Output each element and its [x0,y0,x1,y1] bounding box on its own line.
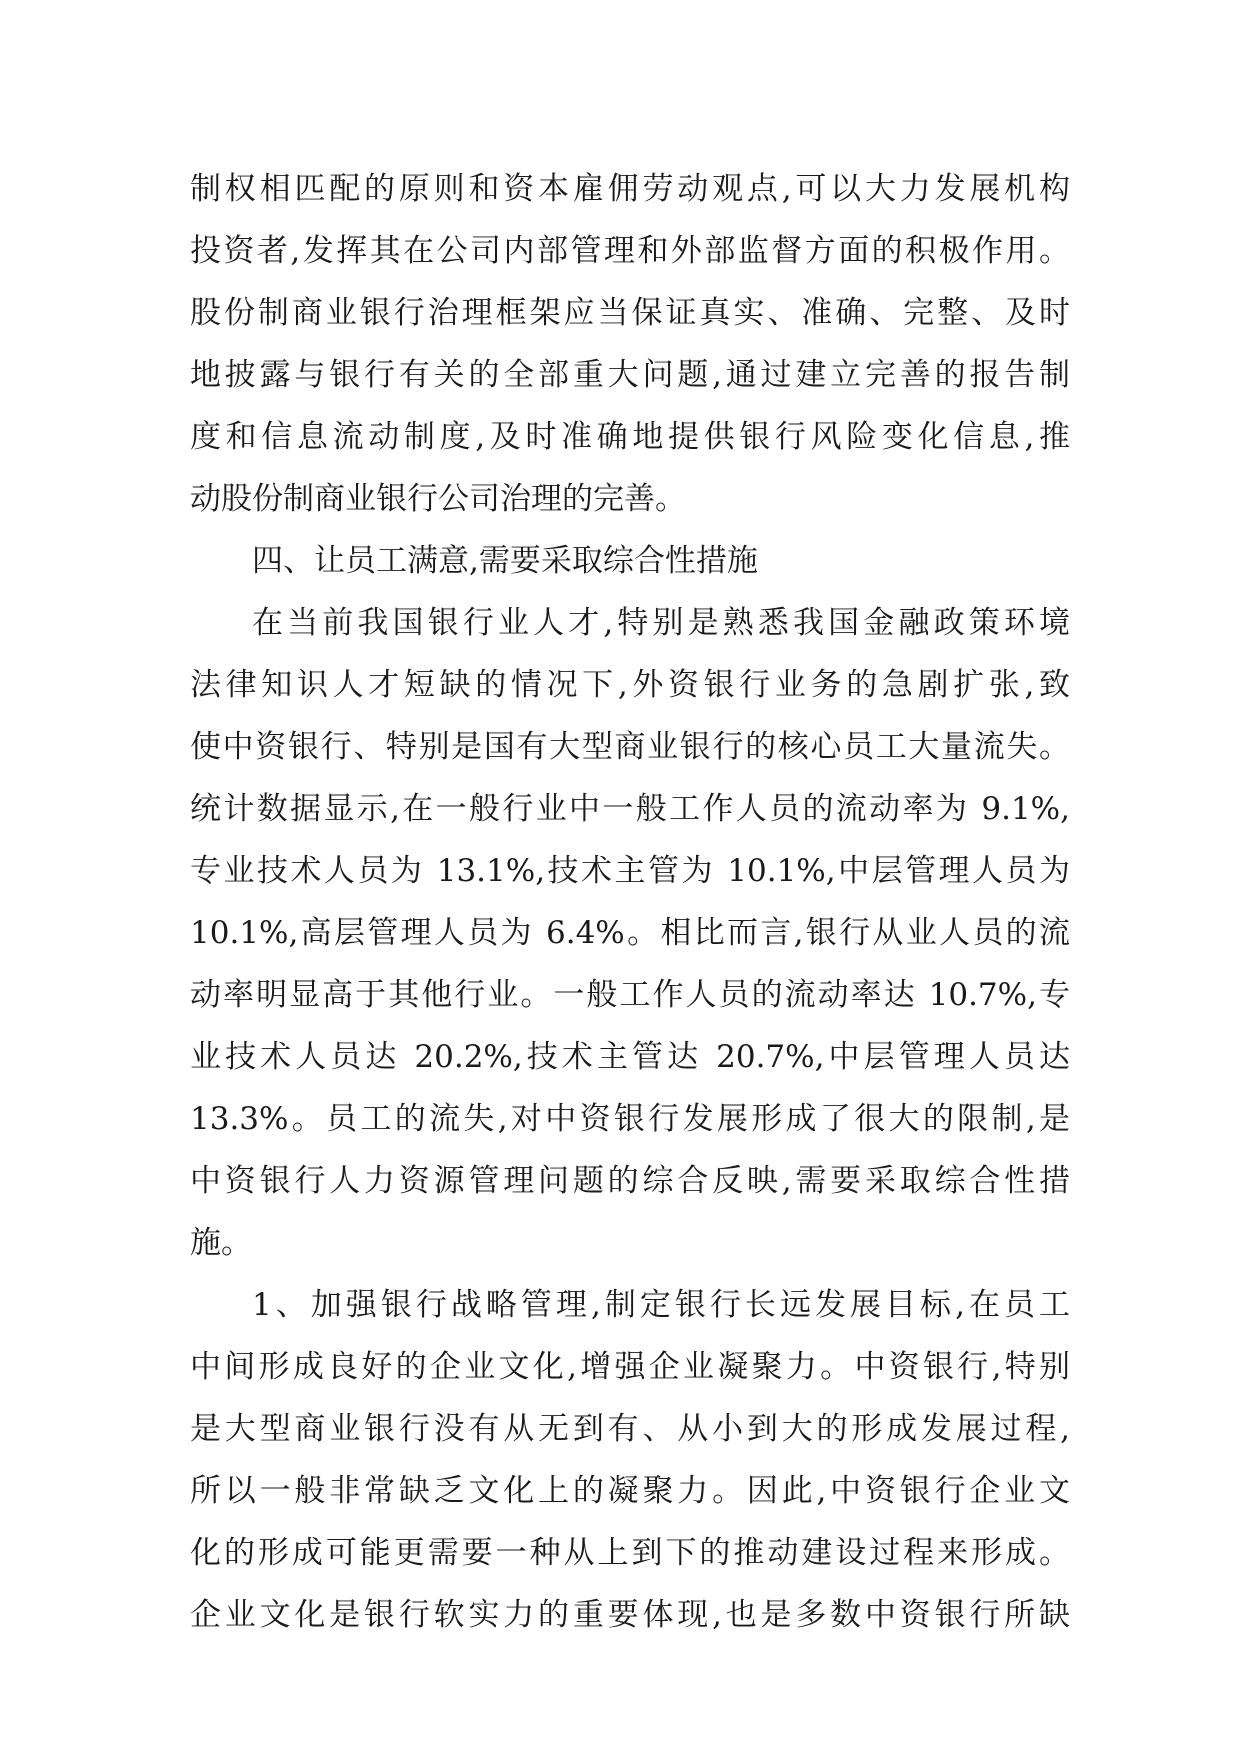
text-line: 1、加强银行战略管理,制定银行长远发展目标,在员工 [252,1287,1070,1323]
paragraph-staff-turnover [190,592,1070,1274]
text-line: 13.3%。员工的流失,对中资银行发展形成了很大的限制,是 [190,1101,1070,1137]
text-line: 统计数据显示,在一般行业中一般工作人员的流动率为 9.1%, [190,791,1070,827]
text-line: 是大型商业银行没有从无到有、从小到大的形成发展过程, [190,1411,1070,1447]
paragraph-governance [190,158,1070,530]
text-line: 法律知识人才短缺的情况下,外资银行业务的急剧扩张,致 [190,667,1070,703]
text-line: 动股份制商业银行公司治理的完善。 [190,481,686,517]
text-line: 10.1%,高层管理人员为 6.4%。相比而言,银行从业人员的流 [190,915,1070,951]
text-line: 中资银行人力资源管理问题的综合反映,需要采取综合性措 [190,1163,1070,1199]
text-line: 地披露与银行有关的全部重大问题,通过建立完善的报告制 [190,357,1070,393]
section-heading [190,530,1070,592]
paragraph-strategy-culture [190,1274,1070,1646]
text-line: 业技术人员达 20.2%,技术主管达 20.7%,中层管理人员达 [190,1039,1070,1075]
text-line: 施。 [190,1225,252,1261]
text-line: 中间形成良好的企业文化,增强企业凝聚力。中资银行,特别 [190,1349,1070,1385]
section-heading-text: 四、让员工满意,需要采取综合性措施 [252,543,758,579]
body-text [190,158,1070,1646]
text-line: 股份制商业银行治理框架应当保证真实、准确、完整、及时 [190,295,1070,331]
text-line: 专业技术人员为 13.1%,技术主管为 10.1%,中层管理人员为 [190,853,1070,889]
text-line: 度和信息流动制度,及时准确地提供银行风险变化信息,推 [190,419,1070,455]
text-line: 企业文化是银行软实力的重要体现,也是多数中资银行所缺 [190,1597,1070,1633]
text-line: 化的形成可能更需要一种从上到下的推动建设过程来形成。 [190,1535,1070,1571]
text-line: 动率明显高于其他行业。一般工作人员的流动率达 10.7%,专 [190,977,1070,1013]
text-line: 制权相匹配的原则和资本雇佣劳动观点,可以大力发展机构 [190,171,1070,207]
text-line: 在当前我国银行业人才,特别是熟悉我国金融政策环境 [252,605,1070,641]
text-line: 使中资银行、特别是国有大型商业银行的核心员工大量流失。 [190,729,1070,765]
text-line: 所以一般非常缺乏文化上的凝聚力。因此,中资银行企业文 [190,1473,1070,1509]
text-line: 投资者,发挥其在公司内部管理和外部监督方面的积极作用。 [190,233,1070,269]
